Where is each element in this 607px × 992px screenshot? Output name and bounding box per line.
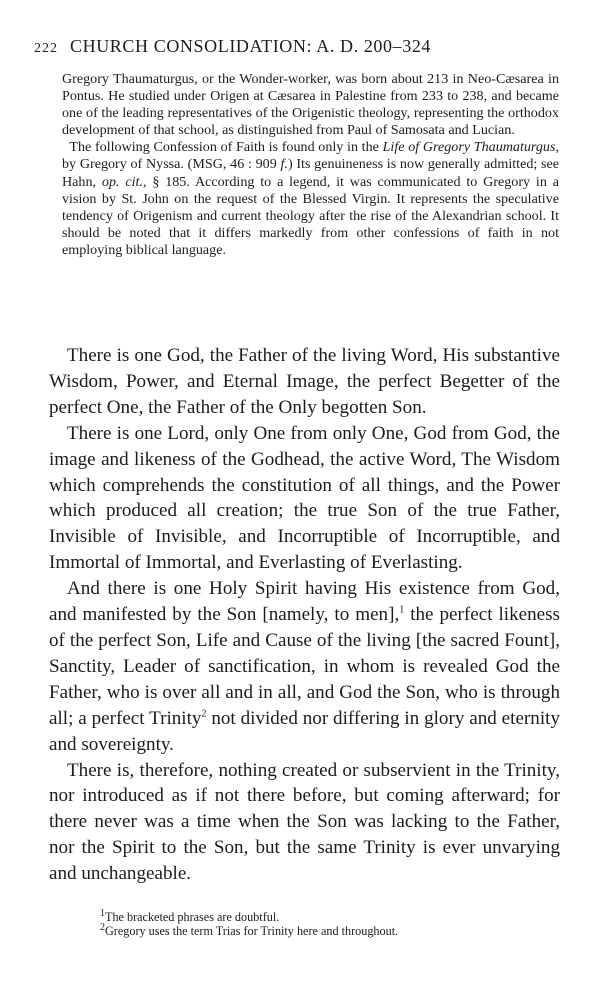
footnote	[100, 924, 530, 938]
folio-abbrev: f.	[280, 156, 288, 173]
introduction	[62, 71, 559, 259]
confession-text-3c: not divided nor differing in glory and eternity and sovereignty.	[49, 707, 560, 755]
confession-text-3a: And there is one Holy Spirit having His existence from God, and manifested by the Son [namely, to men],	[49, 578, 560, 626]
footnotes	[100, 907, 530, 939]
op-cit: op. cit.	[101, 173, 143, 190]
work-title: Life of Gregory Thaumaturgus	[382, 139, 556, 156]
intro-text-1: Gregory Thaumaturgus, or the Wonder-worker, was born about 213 in Neo-Cæsarea in Pontus. He studied under Origen at Cæsarea in Palestine from 233 to 238, and became one of the leading representatives of the Origenistic theology, representing the orthodox development of that school, as distinguished from Paul of Samosata and Lucian.	[62, 71, 559, 139]
confession-text-3b: the perfect likeness of the perfect Son, Life and Cause of the living [the sacred Fount], Sanctity, Leader of sanctification, in whom is revealed God the Father, who is over all and in all, and God the Son, who is through all; a perfect Trinity	[49, 604, 560, 729]
footnote-ref-1: 1	[399, 604, 405, 616]
intro-text-2c: ) Its genuineness is now generally admitted; see Hahn,	[62, 156, 560, 190]
intro-paragraph-1	[62, 71, 559, 139]
confession-of-faith	[49, 343, 560, 887]
intro-paragraph-2	[62, 139, 559, 259]
footnote-mark: 2	[100, 922, 105, 934]
footnote	[100, 907, 530, 924]
intro-text-2b: , by Gregory of Nyssa. (MSG, 46 : 909	[62, 139, 559, 173]
confession-paragraph-3	[49, 576, 560, 757]
intro-text-2d: , § 185. According to a legend, it was communicated to Gregory in a vision by St. John on the request of the Blessed Virgin. It represents the speculative tendency of Origenism and current theology after the rise of the Alexandrian school. It should be noted that it differs markedly from other confessions of faith in not employing biblical language.	[62, 173, 559, 258]
intro-text-2a: The following Confession of Faith is found only in the	[69, 139, 383, 156]
confession-paragraph-4: There is, therefore, nothing created or subservient in the Trinity, nor introduced as if not there before, but coming afterward; for there never was a time when the Son was lacking to the Father, nor the Spirit to the Son, but the same Trinity is ever unvarying and unchangeable.	[49, 759, 560, 885]
confession-paragraph-1: There is one God, the Father of the living Word, His substantive Wisdom, Power, and Eternal Image, the perfect Begetter of the perfect One, the Father of the Only begotten Son.	[49, 345, 560, 418]
footnote-text: Gregory uses the term Trias for Trinity here and throughout.	[105, 924, 399, 939]
confession-paragraph-2: There is one Lord, only One from only One, God from God, the image and likeness of the Godhead, the active Word, The Wisdom which comprehends the constitution of all things, and the Power which produced all creation; the true Son of the true Father, Invisible of Invisible, and Incorruptible of Incorruptible, and Immortal of Immortal, and Everlasting of Everlasting.	[49, 422, 560, 574]
footnote-text: The bracketed phrases are doubtful.	[105, 910, 280, 924]
footnote-mark: 1	[100, 907, 105, 919]
page-number: 222	[34, 41, 58, 56]
running-header	[34, 36, 574, 62]
running-title: CHURCH CONSOLIDATION: A. D. 200–324	[70, 36, 432, 56]
footnote-ref-2: 2	[201, 708, 207, 720]
